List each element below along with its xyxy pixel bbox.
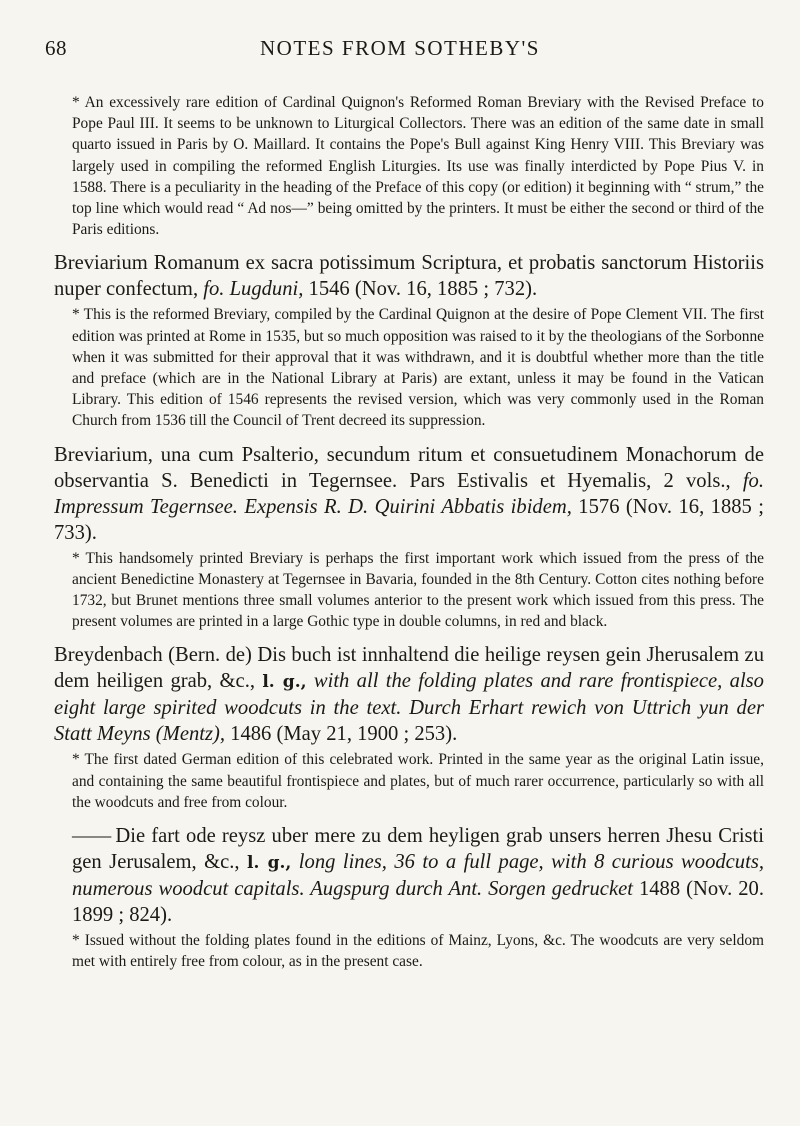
entry-title-date: 1488 (Nov. 20. 1899 ; 824). (72, 878, 764, 927)
entry-title-italic: long lines, 36 to a full page, with 8 curious woodcuts, numerous woodcut capitals. Augspurg durch Ant. Sorgen gedrucket (72, 851, 764, 901)
ditto-dash: —— (72, 825, 110, 848)
catalog-entry (54, 642, 764, 813)
entry-title-italic: fo. Lugduni, (203, 278, 304, 301)
entry-title-text: Breviarium, una cum Psalterio, secundum ritum et consuetudinem Monachorum de observantia S. Benedicti in Tegernsee. Pars Estivalis et Hyemalis, 2 vols., (54, 443, 764, 492)
entry-title-date: 1486 (May 21, 1900 ; 253). (225, 723, 458, 746)
entry-note: * This is the reformed Breviary, compiled by the Cardinal Quignon at the desire of Pope Clement VII. The first edition was printed at Rome in 1535, but so much opposition was raised to it by the theologians of the Sorbonne when it was submitted for their approval that it was withdrawn, and it is doubtful whether more than the title and preface (which are in the National Library at Paris) are extant, unless it may be found in the Vatican Library. This edition of 1546 represents the revised version, which was very commonly used in the Roman Church from 1536 till the Council of Trent decreed its suppression. (72, 306, 764, 430)
entry-title-date: 1546 (Nov. 16, 1885 ; 732). (303, 278, 538, 301)
catalog-entry (54, 250, 764, 431)
entry-note: * The first dated German edition of this celebrated work. Printed in the same year as the original Latin issue, and containing the same beautiful frontispiece and plates, but of much rarer occurrence, particularly so with all the woodcuts and free from colour. (72, 751, 764, 811)
entry-title-text: Breydenbach (Bern. de) Dis buch ist innhaltend die heilige reysen gein Jherusalem zu dem heiligen grab, &c., (54, 644, 764, 693)
running-title: NOTES FROM SOTHEBY'S (260, 36, 540, 60)
entry-title-italic: with all the folding plates and rare frontispiece, also eight large spirited woodcuts in the text. Durch Erhart rewich von Uttrich yun der Statt Meyns (Mentz), (54, 670, 764, 746)
entry-title (54, 642, 764, 747)
intro-note: * An excessively rare edition of Cardinal Quignon's Reformed Roman Breviary with the Revised Preface to Pope Paul III. It seems to be unknown to Liturgical Collectors. There was an edition of the same date in small quarto issued in Paris by O. Maillard. It contains the Pope's Bull against King Henry VIII. This Breviary was largely used in compiling the reformed English Liturgies. Its use was finally interdicted by Pope Pius V. in 1588. There is a peculiarity in the heading of the Preface of this copy (or edition) it beginning with “ strum,” the top line which would read “ Ad nos—” being omitted by the printers. It must be either the second or third of the Paris editions. (72, 94, 764, 239)
entry-title-text: Die fart ode reysz uber mere zu dem heyligen grab unsers herren Jhesu Cristi gen Jerusalem, &c., (72, 825, 764, 874)
entry-note: * Issued without the folding plates found in the editions of Mainz, Lyons, &c. The woodcuts are very seldom met with entirely free from colour, as in the present case. (72, 932, 764, 971)
page-number: 68 (45, 36, 67, 60)
entry-title (54, 442, 764, 546)
running-head (0, 36, 800, 66)
entry-note: * This handsomely printed Breviary is perhaps the first important work which issued from the press of the ancient Benedictine Monastery at Tegernsee in Bavaria, founded in the 8th Century. Cotton cites nothing before 1732, but Brunet mentions three small volumes anterior to the present work which issued from this press. The present volumes are printed in a large Gothic type in double columns, in red and black. (72, 549, 764, 631)
entry-title-italic: fo. Impressum Tegernsee. Expensis R. D. Quirini Abbatis ibidem, (54, 469, 764, 518)
gothic-letter-abbrev: l. g., (262, 672, 307, 693)
entry-title-date: 1576 (Nov. 16, 1885 ; 733). (54, 495, 764, 544)
catalog-entry (54, 823, 764, 972)
gothic-letter-abbrev: l. g., (247, 853, 292, 874)
catalog-entry (54, 442, 764, 633)
page-content (54, 92, 764, 982)
entry-title (54, 823, 764, 928)
entry-title-text: Breviarium Romanum ex sacra potissimum Scriptura, et probatis sanctorum Historiis nuper confectum, (54, 252, 764, 301)
entry-title (54, 250, 764, 302)
